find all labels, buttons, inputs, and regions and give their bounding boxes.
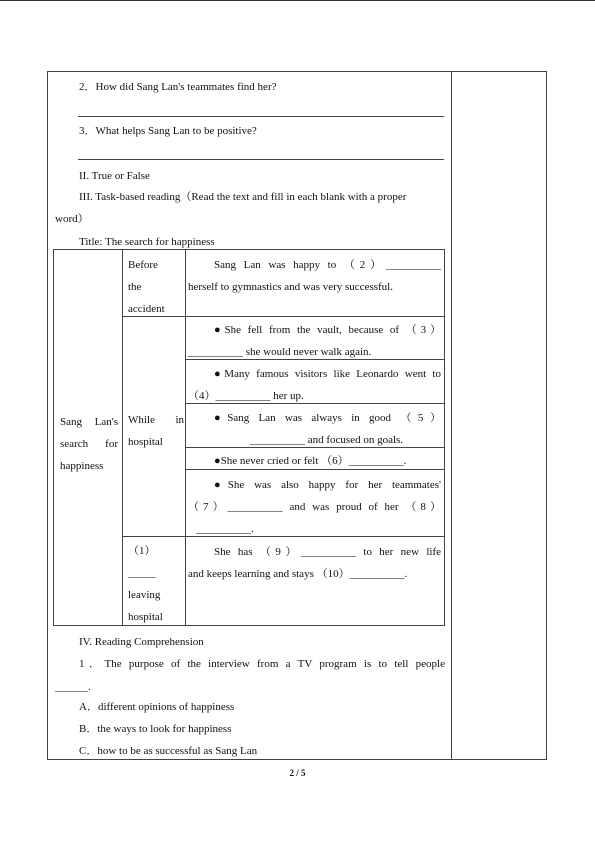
while-label-line: hospital bbox=[128, 436, 163, 448]
while-item-line: ●She was also happy for her teammates' bbox=[214, 479, 441, 491]
after-label-line: _____ bbox=[128, 567, 156, 579]
before-text-line: herself to gymnastics and was very successful. bbox=[188, 281, 393, 293]
while-item-line: ●Sang Lan was always in good （5） bbox=[214, 412, 441, 424]
while-item-line: ●Many famous visitors like Leonardo went to bbox=[214, 368, 441, 380]
while-label bbox=[128, 409, 184, 453]
before-label-line: Before bbox=[128, 259, 158, 271]
option-c: C．how to be as successful as Sang Lan bbox=[79, 745, 258, 757]
comprehension-q1-blank: ______. bbox=[55, 681, 91, 693]
after-label-line: （1） bbox=[128, 545, 156, 557]
page-top-rule bbox=[0, 0, 595, 1]
while-item-4 bbox=[188, 450, 441, 472]
section-true-false: II. True or False bbox=[79, 170, 150, 182]
section-reading-comprehension: IV. Reading Comprehension bbox=[79, 636, 204, 648]
while-item-line: ●She fell from the vault, because of （3） bbox=[214, 324, 441, 336]
notes-column bbox=[451, 71, 547, 760]
comprehension-q1: 1．The purpose of the interview from a TV program is to tell people bbox=[79, 658, 445, 670]
main-label-line: Sang Lan's bbox=[60, 416, 118, 428]
before-label-line: accident bbox=[128, 303, 165, 315]
question-3: 3．What helps Sang Lan to be positive? bbox=[79, 125, 257, 137]
while-item-line: __________ she would never walk again. bbox=[188, 346, 372, 358]
before-text-line: Sang Lan was happy to （2）__________ bbox=[214, 259, 441, 271]
while-item-3 bbox=[188, 407, 441, 451]
after-label-line: hospital bbox=[128, 611, 163, 623]
while-item-line: （7）__________ and was proud of her （8） bbox=[188, 501, 441, 513]
section-task-reading: III. Task-based reading（Read the text and fill in each blank with a proper bbox=[79, 191, 407, 203]
answer-line-3 bbox=[78, 159, 444, 160]
main-label-line: search for bbox=[60, 438, 118, 450]
while-item-2 bbox=[188, 363, 441, 407]
while-item-line: ●She never cried or felt （6）__________. bbox=[214, 455, 407, 467]
after-text-line: and keeps learning and stays （10）__________. bbox=[188, 568, 408, 580]
task-reading-table bbox=[53, 249, 445, 626]
after-label bbox=[128, 540, 184, 628]
after-text-line: She has （9）__________ to her new life bbox=[214, 546, 441, 558]
main-label bbox=[60, 411, 118, 477]
answer-line-2 bbox=[78, 116, 444, 117]
while-item-line: __________. bbox=[196, 523, 254, 535]
while-item-5 bbox=[188, 474, 441, 540]
before-label bbox=[128, 254, 184, 320]
option-b: B．the ways to look for happiness bbox=[79, 723, 232, 735]
before-label-line: the bbox=[128, 281, 142, 293]
question-2: 2．How did Sang Lan's teammates find her? bbox=[79, 81, 277, 93]
section-task-reading-cont: word） bbox=[55, 213, 89, 225]
table-vline-2 bbox=[185, 250, 186, 625]
before-text bbox=[188, 254, 441, 298]
while-item-line: （4）__________ her up. bbox=[188, 390, 304, 402]
after-label-line: leaving bbox=[128, 589, 161, 601]
option-a: A．different opinions of happiness bbox=[79, 701, 235, 713]
while-item-line: __________ and focused on goals. bbox=[250, 434, 404, 446]
table-title: Title: The search for happiness bbox=[79, 236, 215, 248]
while-label-line: While in bbox=[128, 414, 184, 426]
table-vline-1 bbox=[122, 250, 123, 625]
page-number: 2 / 5 bbox=[289, 768, 306, 778]
main-label-line: happiness bbox=[60, 460, 104, 472]
while-item-1 bbox=[188, 319, 441, 363]
after-text bbox=[188, 541, 441, 585]
